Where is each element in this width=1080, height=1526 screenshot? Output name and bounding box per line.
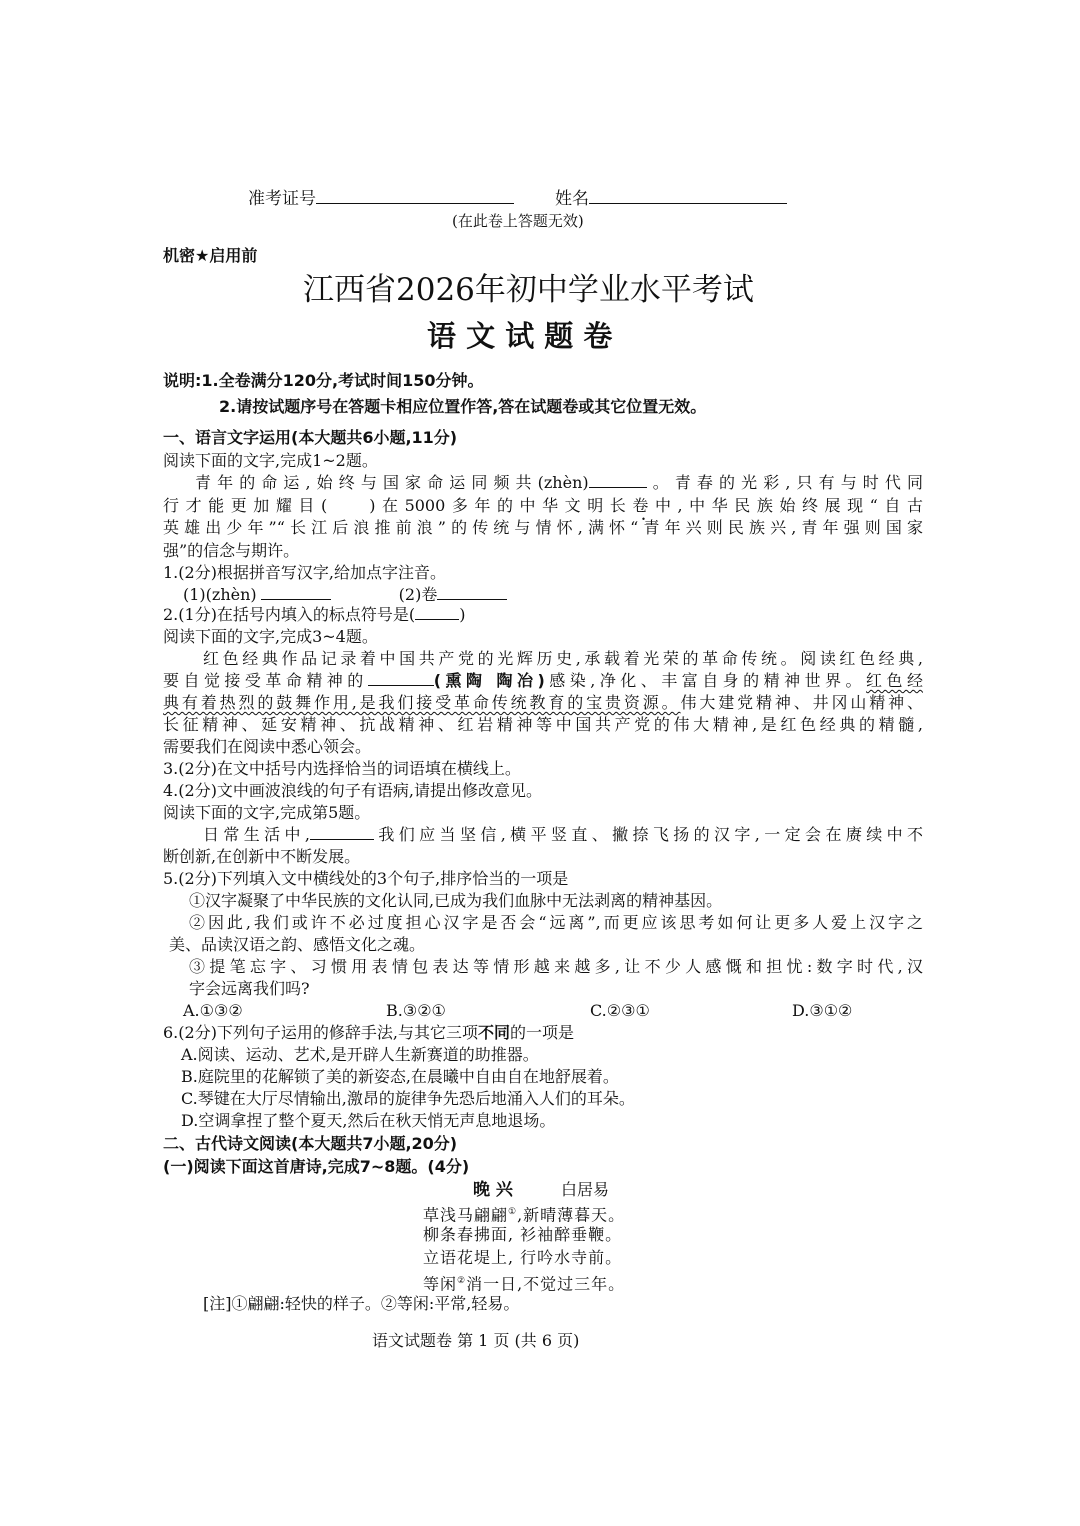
reading-instruction-3: 阅读下面的文字,完成第5题。 [163, 803, 371, 822]
question-6-text: 6.(2分)下列句子运用的修辞手法,与其它三项 [163, 1023, 479, 1042]
reading-instruction-1: 阅读下面的文字,完成1~2题。 [163, 451, 378, 470]
passage-2-text: 伟大建党精神、井冈山精神、 [680, 693, 923, 712]
passage-3-text: 日常生活中, [203, 825, 311, 844]
name-blank [589, 189, 787, 204]
passage-2-line-3 [163, 693, 923, 713]
reading-instruction-2: 阅读下面的文字,完成3~4题。 [163, 627, 378, 646]
question-5-sentence-1: ①汉字凝聚了中华民族的文化认同,已成为我们血脉中无法剥离的精神基因。 [189, 891, 723, 910]
poem-footnote: [注]①翩翩:轻快的样子。②等闲:平常,轻易。 [203, 1294, 520, 1313]
passage-1-line-1 [163, 473, 923, 493]
instructions-item-2: 2.请按试题序号在答题卡相应位置作答,答在试题卷或其它位置无效。 [219, 397, 707, 416]
question-5-sentence-3-cont: 字会远离我们吗? [189, 979, 310, 998]
passage-1-text: 中,中华民族始终展现“自古 [654, 496, 923, 515]
poem-line-2: 柳条春拂面, 衫袖醉垂鞭。 [423, 1225, 623, 1244]
question-6-option-c: C.琴键在大厅尽情输出,激昂的旋律争先恐后地涌入人们的耳朵。 [181, 1089, 635, 1108]
question-2-text: ) [459, 605, 466, 624]
passage-2-line-2 [163, 671, 923, 691]
question-1-sub-2: (2)卷 [398, 585, 438, 604]
passage-1-text: 青年的命运,始终与国家命运同频共(zhèn) [195, 473, 589, 492]
question-6-option-a: A.阅读、运动、艺术,是开辟人生新赛道的助推器。 [181, 1045, 539, 1064]
dotted-character: 卷 [632, 496, 655, 515]
answer-blank [310, 825, 374, 840]
passage-2-text: 感染,净化、丰富自身的精神世界。 [544, 671, 867, 690]
section-2-subheading: (一)阅读下面这首唐诗,完成7~8题。(4分) [163, 1157, 470, 1176]
exam-title: 江西省2026年初中学业水平考试 [303, 272, 754, 308]
question-3: 3.(2分)在文中括号内选择恰当的词语填在横线上。 [163, 759, 521, 778]
footnote-marker: ② [457, 1276, 467, 1286]
question-2 [163, 605, 923, 625]
answer-blank [437, 585, 507, 600]
passage-2-text: 红色经典作品记录着中国共产党的光辉历史,承载着光荣的革命传统。阅读红色经典, [203, 649, 923, 668]
poem-text: ,新晴薄暮天。 [517, 1205, 626, 1225]
emphasized-word: 不同 [478, 1023, 511, 1042]
answer-blank [589, 473, 647, 488]
passage-1-line-4: 强”的信念与期许。 [163, 541, 300, 560]
passage-2-line-1 [163, 649, 923, 669]
passage-1-line-3: 英雄出少年”“长江后浪推前浪”的传统与情怀,满怀“青年兴则民族兴,青年强则国家 [163, 518, 923, 537]
question-5: 5.(2分)下列填入文中横线处的3个句子,排序恰当的一项是 [163, 869, 569, 888]
poem-text: 草浅马翩翩 [423, 1205, 509, 1225]
question-5-option-c: C.②③① [590, 1001, 650, 1020]
poem-text: 消一日,不觉过三年。 [466, 1274, 626, 1294]
answer-blank [261, 585, 331, 600]
poem-line-3: 立语花堤上, 行吟水寺前。 [423, 1248, 623, 1267]
instructions-label: 说明: [163, 371, 202, 390]
instructions-item-1: 1.全卷满分120分,考试时间150分钟。 [201, 371, 484, 390]
answer-blank [368, 671, 434, 686]
passage-1-text: 。青春的光彩,只有与时代同 [646, 473, 923, 492]
passage-1-text: 行才能更加耀目( [163, 496, 328, 515]
passage-3-text: 我们应当坚信,横平竖直、撇捺飞扬的汉字,一定会在赓续中不 [374, 825, 923, 844]
word-choice: (熏陶 陶冶) [433, 671, 545, 690]
section-1-heading: 一、语言文字运用(本大题共6小题,11分) [163, 428, 458, 447]
name-label: 姓名 [555, 189, 589, 209]
passage-2-line-5: 需要我们在阅读中悉心领会。 [163, 737, 372, 756]
poem-line-1 [423, 1202, 625, 1225]
section-2-heading: 二、古代诗文阅读(本大题共7小题,20分) [163, 1134, 458, 1153]
question-1: 1.(2分)根据拼音写汉字,给加点字注音。 [163, 563, 447, 582]
admission-number-blank [316, 189, 514, 204]
question-5-sentence-3 [163, 957, 923, 977]
question-5-option-a: A.①③② [183, 1001, 243, 1020]
passage-3-line-2: 断创新,在创新中不断发展。 [163, 847, 361, 866]
instructions-line-1 [163, 368, 484, 391]
question-5-sentence-2-cont: 美、品读汉语之韵、感悟文化之魂。 [169, 935, 426, 954]
admission-number-field [248, 184, 514, 209]
page-footer: 语文试题卷 第 1 页 (共 6 页) [372, 1331, 580, 1350]
poem-text: 等闲 [423, 1274, 458, 1294]
passage-2-line-4: 长征精神、延安精神、抗战精神、红岩精神等中国共产党的伟大精神,是红色经典的精髓, [163, 715, 923, 734]
question-5-option-b: B.③②① [386, 1001, 446, 1020]
name-field [555, 184, 787, 209]
answer-blank [415, 605, 459, 620]
admission-number-label: 准考证号 [248, 189, 316, 209]
wavy-underlined-sentence: 典有着热烈的鼓舞作用,是我们接受革命传统教育的宝贵资源。 [163, 693, 681, 712]
wavy-underlined-sentence: 红色经 [866, 671, 923, 690]
question-5-sentence-3-text: ③提笔忘字、习惯用表情包表达等情形越来越多,让不少人感慨和担忧:数字时代,汉 [189, 957, 923, 976]
question-5-sentence-2-text: ②因此,我们或许不必过度担心汉字是否会“远离”,而更应该思考如何让更多人爱上汉字之 [189, 913, 923, 932]
question-5-option-d: D.③①② [792, 1001, 853, 1020]
invalid-note: (在此卷上答题无效) [452, 212, 584, 230]
poem-author: 白居易 [561, 1180, 610, 1199]
question-6-option-d: D.空调拿捏了整个夏天,然后在秋天悄无声息地退场。 [181, 1111, 556, 1130]
question-4: 4.(2分)文中画波浪线的句子有语病,请提出修改意见。 [163, 781, 543, 800]
paper-subtitle: 语 文 试 题 卷 [427, 319, 613, 353]
question-2-text: 2.(1分)在括号内填入的标点符号是( [163, 605, 416, 624]
poem-title: 晚 兴 [473, 1180, 513, 1200]
question-6-option-b: B.庭院里的花解锁了美的新姿态,在晨曦中自由自在地舒展着。 [181, 1067, 619, 1086]
question-6 [163, 1023, 923, 1043]
secret-mark: 机密★启用前 [163, 246, 258, 265]
question-6-text: 的一项是 [510, 1023, 575, 1042]
question-1-subparts [163, 585, 943, 605]
passage-3-line-1 [163, 825, 923, 845]
question-5-sentence-2 [163, 913, 923, 933]
footnote-marker: ① [508, 1207, 518, 1217]
passage-1-text: )在5000多年的中华文明长 [369, 496, 633, 515]
passage-2-text: 要自觉接受革命精神的 [163, 671, 368, 690]
question-1-sub-1: (1)(zhèn) [183, 585, 257, 604]
poem-line-4 [423, 1271, 625, 1294]
